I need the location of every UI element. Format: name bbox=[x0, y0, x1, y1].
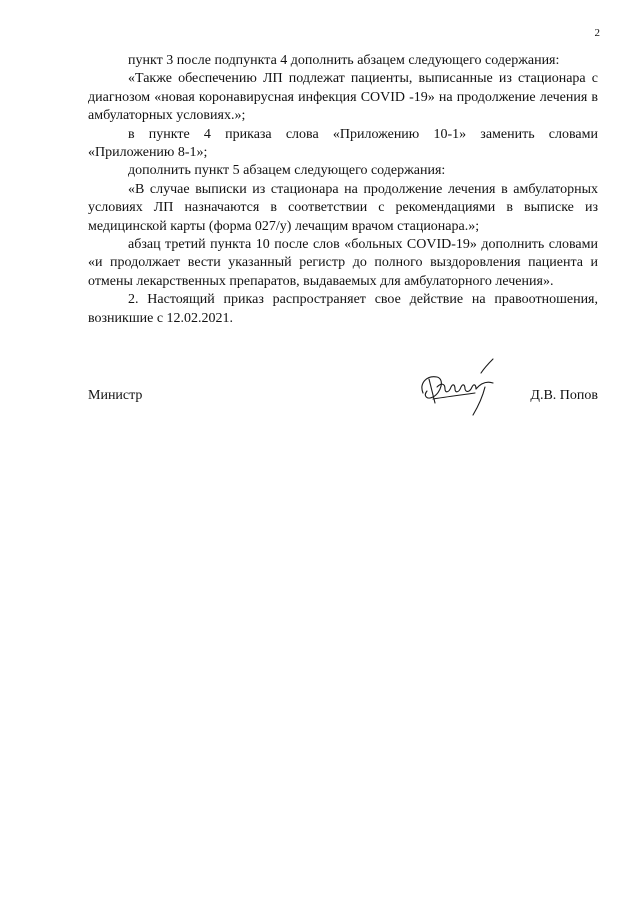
paragraph-7: 2. Настоящий приказ распространяет свое действие на правоотношения, возникшие с 12.02.2021. bbox=[88, 292, 598, 326]
paragraph-2: «Также обеспечению ЛП подлежат пациенты, выписанные из стационара с диагнозом «новая коронавирусная инфекция COVID -19» на продолжение лечения в амбулаторных условиях.»; bbox=[88, 71, 598, 124]
signer-name: Д.В. Попов bbox=[530, 388, 598, 403]
handwritten-signature bbox=[415, 353, 510, 425]
paragraph-4: дополнить пункт 5 абзацем следующего содержания: bbox=[128, 163, 446, 179]
paragraph-5: «В случае выписки из стационара на продолжение лечения в амбулаторных условиях ЛП назначаются в соответствии с рекомендациями в выписке из медицинской карты (форма 027/у) лечащим врачом стационара.»; bbox=[88, 181, 598, 234]
signature-block bbox=[88, 388, 598, 408]
page-number: 2 bbox=[594, 27, 600, 39]
paragraph-6: абзац третий пункта 10 после слов «больных COVID-19» дополнить словами «и продолжает вести указанный регистр до полного выздоровления пациента и отмены лекарственных препаратов, выдаваемых для амбулаторного лечения». bbox=[88, 237, 598, 289]
document-body bbox=[88, 52, 598, 328]
signer-title: Министр bbox=[88, 388, 143, 403]
paragraph-1: пункт 3 после подпункта 4 дополнить абзацем следующего содержания: bbox=[128, 53, 560, 68]
paragraph-3: в пункте 4 приказа слова «Приложению 10-1» заменить словами «Приложению 8-1»; bbox=[88, 126, 598, 161]
